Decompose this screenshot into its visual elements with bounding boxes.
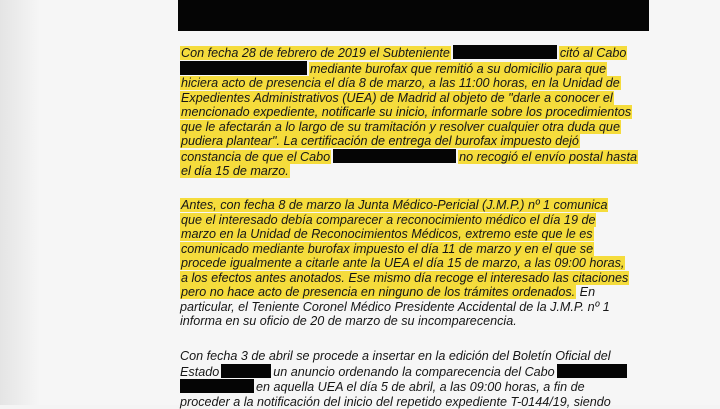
paragraph-1-line xyxy=(180,61,650,77)
redaction-block xyxy=(180,379,254,393)
plain-text: en aquella UEA el día 5 de abril, a las 09:00 horas, a fin de xyxy=(256,380,585,394)
highlighted-text: comunicado mediante burofax impuesto el día 11 de marzo y en el que se xyxy=(180,242,594,256)
paragraph-2-line xyxy=(180,300,650,315)
paragraph-1-line xyxy=(180,164,650,179)
highlighted-text: procede igualmente a citarle ante la UEA el día 15 de marzo, a las 09:00 horas, xyxy=(180,256,625,270)
paragraph-2-line xyxy=(180,285,650,300)
paragraph-1-line xyxy=(180,134,650,149)
paragraph-2-line xyxy=(180,256,650,271)
highlighted-text: Expedientes Administrativos (UEA) de Madrid al objeto de "darle a conocer el xyxy=(180,91,614,105)
paragraph-3-line xyxy=(180,395,650,409)
paragraph-1-line xyxy=(180,149,650,165)
redaction-block-header xyxy=(178,0,649,31)
paragraph-1-line xyxy=(180,76,650,91)
highlighted-text: a los efectos antes anotados. Ese mismo día recoge el interesado las citaciones xyxy=(180,271,629,285)
plain-text: un anuncio ordenando la comparecencia del Cabo xyxy=(273,365,554,379)
highlighted-text: hiciera acto de presencia el día 8 de marzo, a las 11:00 horas, en la Unidad de xyxy=(180,76,621,90)
highlighted-text: Antes, con fecha 8 de marzo la Junta Médico-Pericial (J.M.P.) nº 1 comunica xyxy=(180,198,608,212)
paragraph-3-line xyxy=(180,349,650,364)
highlighted-text: pero no hace acto de presencia en ninguno de los trámites ordenados. xyxy=(180,285,576,299)
plain-text: proceder a la notificación del inicio del repetido expediente T-0144/19, siendo xyxy=(180,395,611,409)
highlighted-text: que le afectarán a lo largo de su tramitación y resolver cualquier otra duda que xyxy=(180,120,621,134)
highlighted-text: citó al Cabo xyxy=(559,46,628,60)
paragraph-1-line xyxy=(180,91,650,106)
highlighted-text: pudiera plantear". La certificación de entrega del burofax impuesto dejó xyxy=(180,134,580,148)
highlighted-text: el día 15 de marzo. xyxy=(180,164,290,178)
highlighted-text: no recogió el envío postal hasta xyxy=(458,150,638,164)
redaction-block xyxy=(557,364,627,378)
paragraph-1-line xyxy=(180,45,650,61)
highlighted-text: mencionado expediente, notificarle su inicio, informarle sobre los procedimientos xyxy=(180,105,632,119)
paragraph-1-line xyxy=(180,105,650,120)
paragraph-3-line xyxy=(180,379,650,395)
highlighted-text: constancia de que el Cabo xyxy=(180,150,331,164)
highlighted-text: que el interesado debía comparecer a reconocimiento médico el día 19 de xyxy=(180,213,596,227)
highlighted-text: Con fecha 28 de febrero de 2019 el Subteniente xyxy=(180,46,451,60)
highlighted-text: mediante burofax que remitió a su domicilio para que xyxy=(309,62,607,76)
highlighted-text: marzo en la Unidad de Reconocimientos Médicos, extremo este que le es xyxy=(180,227,594,241)
paragraph-3 xyxy=(180,349,650,409)
paragraph-2-line xyxy=(180,242,650,257)
plain-text: Con fecha 3 de abril se procede a insertar en la edición del Boletín Oficial del xyxy=(180,349,611,363)
paragraph-2-line xyxy=(180,271,650,286)
plain-text: En xyxy=(580,285,595,299)
plain-text: Estado xyxy=(180,365,219,379)
paragraph-3-line xyxy=(180,364,650,380)
redaction-block xyxy=(453,45,557,59)
plain-text: informa en su oficio de 20 de marzo de su incomparecencia. xyxy=(180,314,517,328)
paragraph-2-line xyxy=(180,227,650,242)
redaction-block xyxy=(333,149,456,163)
paragraph-2-line xyxy=(180,198,650,213)
paragraph-2-line xyxy=(180,314,650,329)
paragraph-2-line xyxy=(180,213,650,228)
redaction-block xyxy=(180,61,307,75)
plain-text: particular, el Teniente Coronel Médico Presidente Accidental de la J.M.P. nº 1 xyxy=(180,300,610,314)
paragraph-1 xyxy=(180,45,650,179)
redaction-block xyxy=(221,364,271,378)
scan-edge-shadow xyxy=(0,0,40,405)
paragraph-2 xyxy=(180,198,650,329)
paragraph-1-line xyxy=(180,120,650,135)
